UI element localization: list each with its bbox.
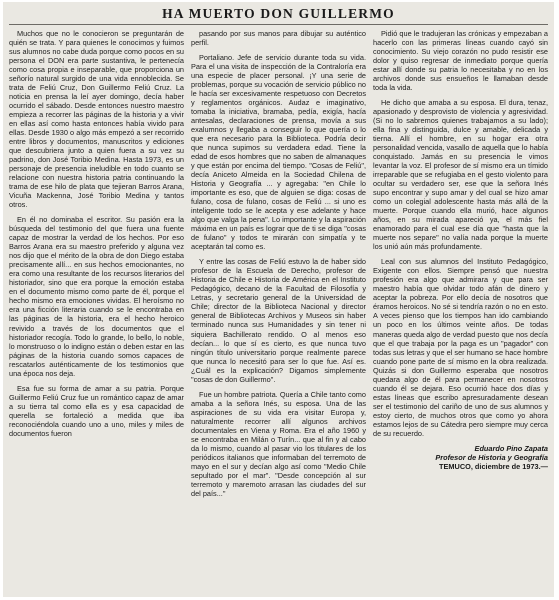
paragraph: Portaliano. Jefe de servicio durante toda su vida. Para el una visita de inspección de la Contraloría era una especie de placer personal. ¡Y una serie de problemas, porque su vocación de servicio público no le hacía ser excesivamente respetuoso con Decretos y reglamentos orgánicos. Audaz e imaginativo, tomaba la iniciativa, bramaba, pedía, exigía, hacía antesalas, declaraciones de prensa, movía a sus exalumnos y llegaba a conseguir lo que quería o lo que era necesario para la Biblioteca. Podría decir que nunca supimos su verdadera edad. Tiene la edad de esos hombres que no saben de almanaques y que están por encima del tiempo. "Cosas de Feliú", decía Aniceto Almeida en la Sociedad Chilena de Historia y Geografía ... y agregaba: "en Chile lo importante es eso, que de alguien se diga: cosas de fulano, cosa de fulano, cosas de Feliú ... si uno es inteligente todo se le acepta y ese adelante y hace algo que valga la pena". Lo importante y la aspiración máxima en un país es lograr que de ti se diga "cosas de fulano" y todos te mirarán con simpatía y te aceptarán tal como es. — [191, 53, 366, 252]
paragraph: Muchos que no le conocieron se preguntarán de quién se trata. Y para quienes le conocimos y fuimos sus alumnos no cabe duda porque como pocos en su persona el DON era parte sustantiva, le pertenecía como cosa propia e inseparable, que proporciona un señorío natural surgido de una vida ennoblecida. Se trata de Feliú Cruz, Don Guillermo Feliú Cruz. La noticia en prensa la leí ayer domingo, decía haber ocurrido el sábado. Desde entonces nuestro maestro empieza a recorrer las páginas de la historia y a vivir en ellas así como hasta entonces había vivido para ellas. Desde 1930 o algo más empezó a ser recorrido entre libros y documentos, manuscritos y ediciones que descubriera junto a quien fuera a su vez su padrino, don José Toribio Medina. Hasta 1973, es un personaje de presencia ineludible en todo cuanto se relacione con nuestra historia patria continuando la trama de ese hilo de plata que tejieran Barros Arana, Vicuña Mackenna, José Toribio Medina y tantos otros. — [9, 29, 184, 210]
paragraph: Pidió que le tradujeran las crónicas y empezaban a hacerlo con las primeras líneas cuando cayó sin conocimiento. Su viejo corazón no pudo resistir ese dolor y quiso regresar de inmediato porque quería estar allí donde su patria lo necesitaba y no en los archivos donde sus ensueños le llamaban desde toda la vida. — [373, 29, 548, 93]
place-date: TEMUCO, diciembre de 1973.— — [439, 461, 548, 471]
paragraph: Leal con sus alumnos del Instituto Pedagógico, Exigente con ellos. Siempre pensó que nuestra profesión era algo que admirara y que para ser maestro había que olvidar todo afán de dinero y aceptar la pobreza. Por ello decía de nosotros que éramos heroicos. No sé si tendría razón o no en esto. A veces pienso que los tiempos han ido cambiando un poco en los últimos veinte años. De todas maneras queda algo de verdad puesto que nos decía que el que trabaja por la paga es un "pagador" con todas sus letras y que el ser humano se hace hombre cuando pone parte de sí mismo en la obra realizada. Quizás si don Guillermo esperaba que nosotros quedara algo de él para permanecer en nosotros cuando él se dejara. Eso ocurrió hace dos días y estas líneas que escribo apresuradamente desean ser el testimonio del cariño de uno de sus alumnos y estoy cierto, de muchos otros que como yo ahora estamos lejos de su Cátedra pero siempre muy cerca de su recuerdo. — [373, 257, 548, 438]
paragraph: En él no dominaba el escritor. Su pasión era la búsqueda del testimonio del que fuera una fuente capaz de mostrar la verdad de los hechos. Por eso Barros Arana era su maestro preferido y alguna vez nos dijo que el mérito de la obra de don Diego estaba precisamente allí... en sus hechos emocionantes, no era como una resultante de los recursos literarios del historiador, sino que era porque la emoción estaba en el documento mismo como parte de él, porque el hecho mismo era emociones vividas. El heroísmo no era una ficción literaria cuando se le encontraba en las páginas de la historia, era el hecho heroico revivido a través de los documentos que el historiador recogía. Todo lo grande, lo bello, lo noble, lo monstruoso o lo indigno están o deben estar en las páginas de la historia cuando somos capaces de rescatarlos auténticamente de los testimonios que una época nos deja. — [9, 215, 184, 378]
author-title: Profesor de Historia y Geografía — [435, 452, 548, 462]
author-signature — [373, 444, 548, 471]
author-name: Eduardo Pino Zapata — [474, 443, 548, 453]
paragraph: Fue un hombre patriota. Quería a Chile tanto como amaba a la señora Inés, su esposa. Una de las aspiraciones de su vida era visitar Europa y, naturalmente recorrer allí algunos archivos documentales en Viena y Roma. Era el año 1960 y se encontraba en Milán o Turín... que al fin y al cabo da lo mismo, cuando al pasar vio los titulares de los periódicos italianos que informaban del terremoto de mayo en el sur y decían algo así como "Medio Chile sepultado por el mar". "Desde concepción al sur terremoto y maremoto arrasan las ciudades del sur del país..." — [191, 389, 366, 498]
headline-rule — [9, 24, 548, 25]
article-headline: HA MUERTO DON GUILLERMO — [162, 6, 395, 21]
paragraph: Y entre las cosas de Feliú estuvo la de haber sido profesor de la Escuela de Derecho, profesor de Historia de Chile e Historia de América en el Instituto Pedagógico, decano de la Facultad de Filosofía y Letras, y secretario general de la Universidad de Chile; director de la Biblioteca Nacional y director general de Bibliotecas Archivos y Museos sin haber terminado nunca sus Humanidades y sin tener ni siquiera Bachillerato rendido. O al menos eso decían... lo que sí es cierto, es que nunca tuvo ningún título universitario porque realmente parece que nunca lo necesitó para ser lo que fue. Así es. ¿Cuál es la explicación? Digamos simplemente "cosas de don Guillermo". — [191, 257, 366, 384]
paragraph: pasando por sus manos para dibujar su auténtico perfil. — [191, 29, 366, 48]
paragraph: He dicho que amaba a su esposa. El dura, tenaz, apasionado y desprovisto de violencia y agresividad. (Si no lo sabremos quienes trabajamos a su lado); ella fina y distinguida, dulce y amable, delicada y tierna. Allí el hombre, en su hogar era otra personalidad vencida, vasallo de aquella que lo había conquistado. Jamás en su presencia le vimos levantar la voz. El profesor de sí mismo era un tímido irreparable que se refugiaba en el gesto violento para ocultar su verdadero ser, ese que la señora Inés supo encontrar y supo amar y del cual se hizo amar como un colegial adolescente hasta más allá de la muerte. Porque cuando ella murió, hace algunos años, en su mirada apareció ya, el más fiel enamorado para el cual ese día que "hasta que la muerte nos separe" no valía nada porque la muerte los unió aún más profundamente. — [373, 98, 548, 252]
column-middle — [191, 29, 366, 595]
article-columns — [9, 29, 548, 595]
paragraph: Esa fue su forma de amar a su patria. Porque Guillermo Feliú Cruz fue un romántico capaz de amar a su tierra tal como ella es y esa capacidad de querella se fortaleció a medida que iba reconociéndola cuando uno a uno, miles y miles de documentos fueron — [9, 383, 184, 438]
newspaper-clipping — [3, 2, 554, 597]
column-left — [9, 29, 184, 595]
column-right — [373, 29, 548, 595]
